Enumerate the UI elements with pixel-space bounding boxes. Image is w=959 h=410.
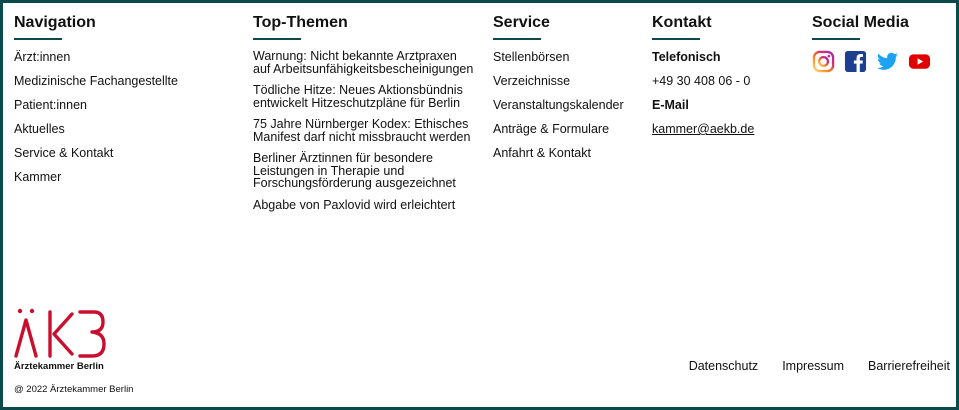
youtube-icon[interactable] xyxy=(908,50,931,73)
nav-link-service-kontakt[interactable]: Service & Kontakt xyxy=(14,146,114,160)
service-link-antraege[interactable]: Anträge & Formulare xyxy=(493,122,610,136)
topic-link[interactable]: Berliner Ärztinnen für besondere Leistungen in Therapie und Forschungsförderung ausgezeichnet xyxy=(253,151,456,190)
footer-column-contact xyxy=(652,13,802,146)
legal-links xyxy=(689,359,950,373)
social-heading: Social Media xyxy=(812,14,909,31)
phone-number: +49 30 408 06 - 0 xyxy=(652,74,751,88)
facebook-icon[interactable] xyxy=(844,50,867,73)
service-heading: Service xyxy=(493,14,550,31)
contact-heading: Kontakt xyxy=(652,14,712,31)
heading-underline xyxy=(812,38,860,40)
impressum-link[interactable]: Impressum xyxy=(782,359,845,373)
copyright-text: @ 2022 Ärztekammer Berlin xyxy=(14,384,134,395)
service-link-veranstaltungskalender[interactable]: Veranstaltungskalender xyxy=(493,98,624,112)
nav-link-mfa[interactable]: Medizinische Fachangestellte xyxy=(14,74,178,88)
navigation-heading: Navigation xyxy=(14,14,96,31)
site-footer xyxy=(3,3,956,407)
heading-underline xyxy=(14,38,62,40)
aekb-logo-icon[interactable] xyxy=(14,306,106,358)
email-label: E-Mail xyxy=(652,98,689,112)
heading-underline xyxy=(493,38,541,40)
service-link-verzeichnisse[interactable]: Verzeichnisse xyxy=(493,74,571,88)
brand-name: Ärztekammer Berlin xyxy=(14,361,104,372)
email-link[interactable]: kammer@aekb.de xyxy=(652,122,755,136)
instagram-icon[interactable] xyxy=(812,50,835,73)
twitter-icon[interactable] xyxy=(876,50,899,73)
topic-link[interactable]: Warnung: Nicht bekannte Arztpraxen auf Arbeitsunfähigkeitsbescheinigungen xyxy=(253,49,474,76)
service-link-anfahrt[interactable]: Anfahrt & Kontakt xyxy=(493,146,591,160)
service-link-stellenboersen[interactable]: Stellenbörsen xyxy=(493,50,570,64)
heading-underline xyxy=(253,38,301,40)
barrierefreiheit-link[interactable]: Barrierefreiheit xyxy=(868,359,950,373)
nav-link-aerztinnen[interactable]: Ärzt:innen xyxy=(14,50,71,64)
footer-column-service xyxy=(493,13,643,170)
datenschutz-link[interactable]: Datenschutz xyxy=(688,359,759,373)
topic-link[interactable]: 75 Jahre Nürnberger Kodex: Ethisches Manifest darf nicht missbraucht werden xyxy=(253,117,471,144)
nav-link-kammer[interactable]: Kammer xyxy=(14,170,62,184)
topic-link[interactable]: Abgabe von Paxlovid wird erleichtert xyxy=(253,197,456,212)
footer-column-social xyxy=(812,13,952,73)
nav-link-aktuelles[interactable]: Aktuelles xyxy=(14,122,65,136)
social-icons xyxy=(812,50,952,73)
heading-underline xyxy=(652,38,700,40)
footer-column-navigation xyxy=(14,13,234,194)
nav-link-patientinnen[interactable]: Patient:innen xyxy=(14,98,87,112)
topic-link[interactable]: Tödliche Hitze: Neues Aktionsbündnis entwickelt Hitzeschutzpläne für Berlin xyxy=(253,83,463,110)
phone-label: Telefonisch xyxy=(652,50,721,64)
topics-heading: Top-Themen xyxy=(253,14,348,31)
footer-column-topics xyxy=(253,13,475,220)
